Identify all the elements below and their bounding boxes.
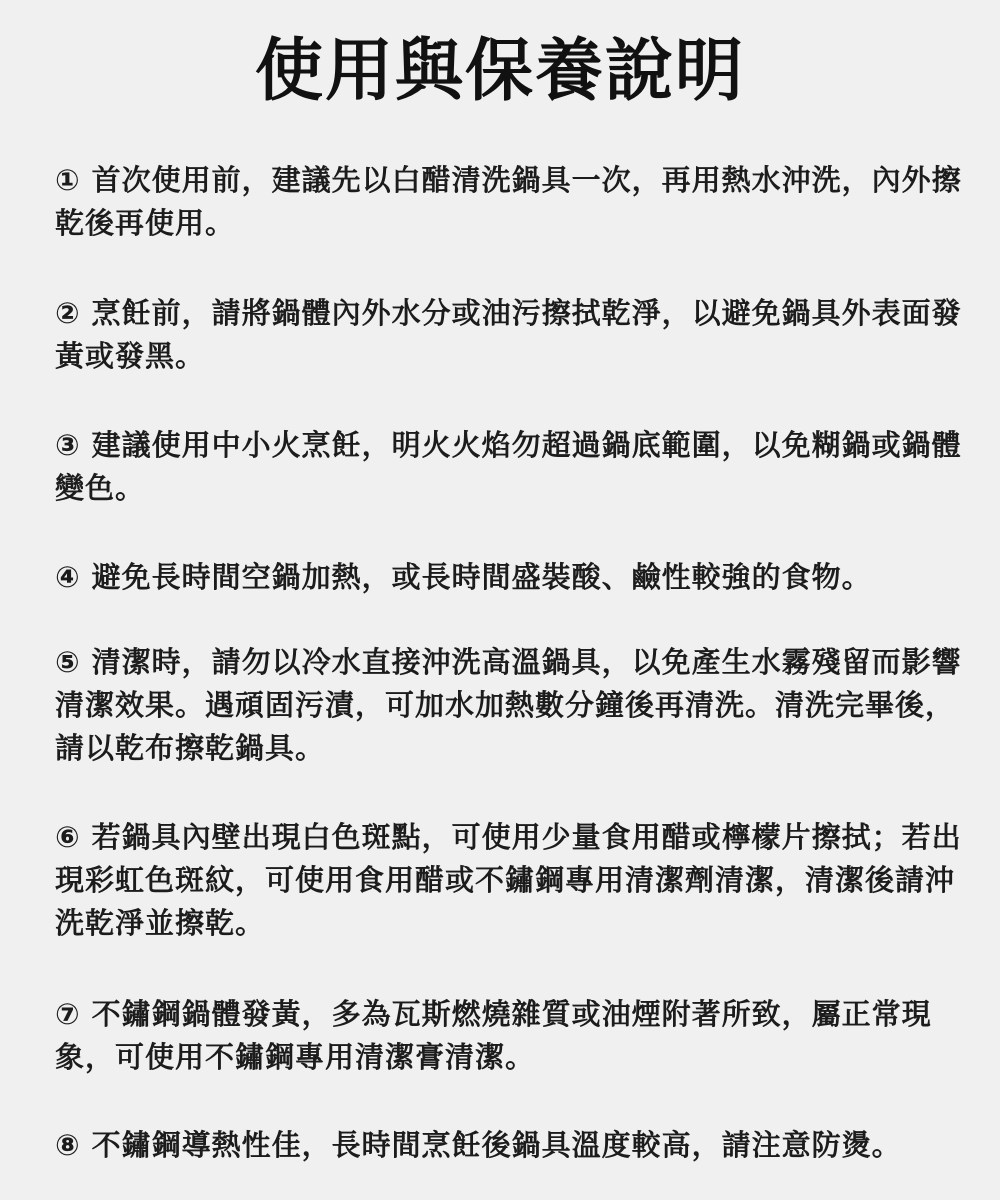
instruction-item-3: ③ 建議使用中小火烹飪，明火火焰勿超過鍋底範圍，以免糊鍋或鍋體變色。 xyxy=(55,428,962,505)
instruction-item-6: ⑥ 若鍋具內壁出現白色斑點，可使用少量食用醋或檸檬片擦拭；若出現彩虹色斑紋，可使用食用醋或不鏽鋼專用清潔劑清潔，清潔後請沖洗乾淨並擦乾。 xyxy=(55,820,962,940)
instruction-item-1: ① 首次使用前，建議先以白醋清洗鍋具一次，再用熱水沖洗，內外擦乾後再使用。 xyxy=(55,163,962,240)
instruction-item-2: ② 烹飪前，請將鍋體內外水分或油污擦拭乾淨，以避免鍋具外表面發黃或發黑。 xyxy=(55,296,962,373)
instruction-item-7: ⑦ 不鏽鋼鍋體發黃，多為瓦斯燃燒雜質或油煙附著所致，屬正常現象，可使用不鏽鋼專用清潔膏清潔。 xyxy=(55,997,932,1074)
instruction-item-4: ④ 避免長時間空鍋加熱，或長時間盛裝酸、鹼性較強的食物。 xyxy=(55,560,872,594)
instruction-item-5: ⑤ 清潔時，請勿以冷水直接沖洗高溫鍋具，以免產生水霧殘留而影響清潔效果。遇頑固污漬，可加水加熱數分鐘後再清洗。清洗完畢後，請以乾布擦乾鍋具。 xyxy=(55,645,962,765)
instruction-item-8: ⑧ 不鏽鋼導熱性佳，長時間烹飪後鍋具溫度較高，請注意防燙。 xyxy=(55,1128,902,1162)
page-title: 使用與保養說明 xyxy=(254,32,745,111)
